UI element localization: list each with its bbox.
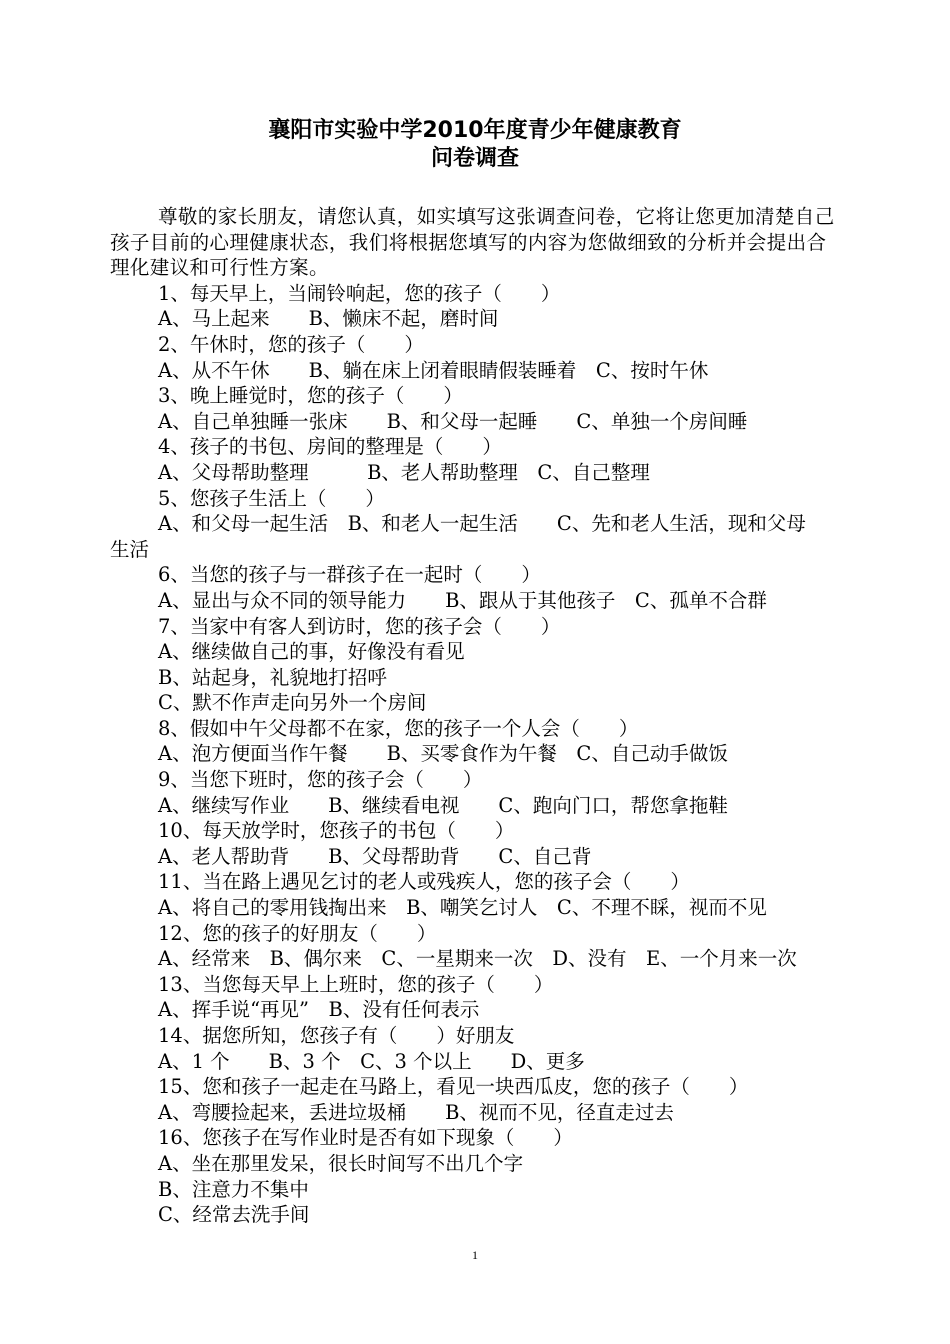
- question-line: 2、午休时，您的孩子（ ）: [158, 332, 424, 356]
- question-line: 6、当您的孩子与一群孩子在一起时（ ）: [158, 563, 541, 587]
- page-number: 1: [472, 1248, 478, 1262]
- question-line: 7、当家中有客人到访时，您的孩子会（ ）: [158, 614, 561, 638]
- question-line: 1、每天早上，当闹铃响起，您的孩子（ ）: [158, 281, 561, 305]
- answer-line: A、1 个 B、3 个 C、3 个以上 D、更多: [158, 1049, 585, 1073]
- answer-line: A、马上起来 B、懒床不起，磨时间: [158, 307, 499, 331]
- answer-line: A、将自己的零用钱掏出来 B、嘲笑乞讨人 C、不理不睬，视而不见: [158, 896, 767, 920]
- question-line: 13、当您每天早上上班时，您的孩子（ ）: [158, 972, 554, 996]
- document-title: 襄阳市实验中学2010年度青少年健康教育: [268, 118, 682, 143]
- answer-line: A、老人帮助背 B、父母帮助背 C、自己背: [158, 844, 592, 868]
- answer-line: A、挥手说“再见” B、没有任何表示: [158, 998, 480, 1022]
- answer-line: A、从不午休 B、躺在床上闭着眼睛假装睡着 C、按时午休: [158, 358, 709, 382]
- question-line: 9、当您下班时，您的孩子会（ ）: [158, 768, 483, 792]
- question-line: 10、每天放学时，您孩子的书包（ ）: [158, 819, 515, 843]
- question-line: 3、晚上睡觉时，您的孩子（ ）: [158, 384, 463, 408]
- question-line: 16、您孩子在写作业时是否有如下现象（ ）: [158, 1126, 573, 1150]
- answer-line: B、注意力不集中: [158, 1177, 309, 1201]
- answer-line: A、自己单独睡一张床 B、和父母一起睡 C、单独一个房间睡: [158, 409, 748, 433]
- answer-line: A、父母帮助整理 B、老人帮助整理 C、自己整理: [158, 460, 650, 484]
- document-subtitle: 问卷调查: [430, 146, 519, 171]
- answer-line-continuation: 生活: [110, 537, 150, 561]
- question-line: 15、您和孩子一起走在马路上，看见一块西瓜皮，您的孩子（ ）: [158, 1075, 749, 1099]
- answer-line: A、坐在那里发呆，很长时间写不出几个字: [158, 1151, 524, 1175]
- intro-paragraph: 尊敬的家长朋友，请您认真，如实填写这张调查问卷，它将让您更加清楚自己孩子目前的心理健康状态，我们将根据您填写的内容为您做细致的分析并会提出合理化建议和可行性方案。: [110, 205, 835, 280]
- answer-line: A、泡方便面当作午餐 B、买零食作为午餐 C、自己动手做饭: [158, 742, 728, 766]
- question-line: 4、孩子的书包、房间的整理是（ ）: [158, 435, 502, 459]
- question-line: 14、据您所知，您孩子有（ ）好朋友: [158, 1024, 515, 1047]
- questionnaire-body: [110, 204, 840, 1228]
- question-line: 8、假如中午父母都不在家，您的孩子一个人会（ ）: [158, 716, 639, 740]
- answer-line: A、经常来 B、偶尔来 C、一星期来一次 D、没有 E、一个月来一次: [158, 947, 797, 971]
- answer-line: A、和父母一起生活 B、和老人一起生活 C、先和老人生活，现和父母: [158, 512, 806, 536]
- answer-line: A、弯腰捡起来，丢进垃圾桶 B、视而不见，径直走过去: [158, 1100, 674, 1124]
- answer-line: A、继续写作业 B、继续看电视 C、跑向门口，帮您拿拖鞋: [158, 793, 728, 817]
- answer-line: C、经常去洗手间: [158, 1203, 310, 1227]
- answer-line: B、站起身，礼貌地打招呼: [158, 665, 387, 689]
- question-line: 11、当在路上遇见乞讨的老人或残疾人，您的孩子会（ ）: [158, 870, 690, 894]
- answer-line: A、显出与众不同的领导能力 B、跟从于其他孩子 C、孤单不合群: [158, 588, 767, 612]
- question-line: 12、您的孩子的好朋友（ ）: [158, 921, 437, 945]
- answer-line: A、继续做自己的事，好像没有看见: [158, 640, 465, 664]
- question-line: 5、您孩子生活上（ ）: [158, 486, 385, 510]
- answer-line: C、默不作声走向另外一个房间: [158, 691, 427, 715]
